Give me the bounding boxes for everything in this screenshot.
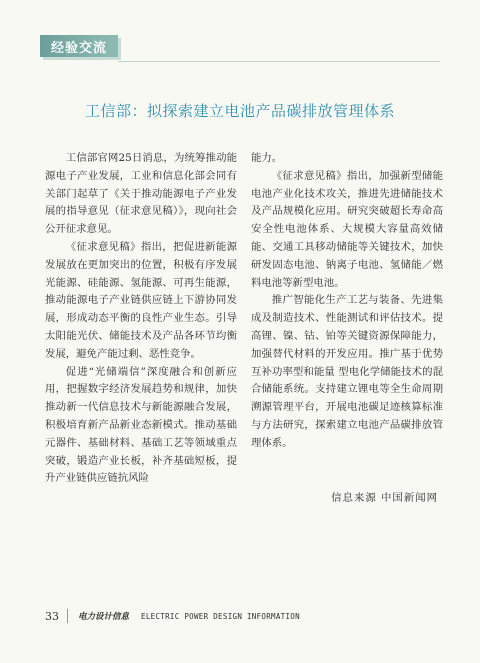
paragraph: 推广智能化生产工艺与装备、先进集成及制造技术、性能测试和评估技术。提高锂、镍、钴、铂等关键资源保障能力，加强替代材料的开发应用。推广基于优势互补功率型和能量 型电化学储能技术的混合储能系统。支持建立锂电等全生命周期溯源管理平台，开展电池碳足迹核算标准与方法研究，探索建立电池产品碳排放管理体系。 [251,294,443,449]
magazine-name-cn: 电力设计信息 [78,612,130,622]
page-footer [45,608,300,624]
page-number: 33 [45,609,59,623]
paragraph: 能力。 [251,152,283,164]
footer-divider [67,609,68,623]
paragraph: 《征求意见稿》指出，加强新型储能电池产业化技术攻关，推进先进储能技术及产品规模化应用。研究突破超长寿命高安全性电池体系、大规模大容量高效储能、交通工具移动储能等关键技术，加快研发固态电池、钠离子电池、氢储能／燃料电池等新型电池。 [251,169,443,289]
article-headline: 工信部：拟探索建立电池产品碳排放管理体系 [84,102,395,120]
paragraph: 工信部官网25日消息，为统筹推动能源电子产业发展，工业和信息化部会同有关部门起草了《关于推动能源电子产业发展的指导意见（征求意见稿）》，现向社会公开征求意见。 [45,152,237,236]
article-column-right [251,150,443,453]
header-rule [118,61,440,62]
section-label: 经验交流 [50,41,107,56]
paragraph: 《征求意见稿》指出，把促进新能源发展放在更加突出的位置，积极有序发展光能源、硅能源、氢能源、可再生能源，推动能源电子产业链供应链上下游协同发展，形成动态平衡的良性产业生态。引导太阳能光伏、储能技术及产品各环节均衡发展，避免产能过剩、恶性竞争。 [45,240,237,360]
section-header [40,35,118,57]
article-column-left [45,150,237,488]
article-source: 信息来源 中国新闻网 [331,492,438,504]
magazine-name-en: ELECTRIC POWER DESIGN INFORMATION [141,611,300,621]
paragraph: 促进“光储端信”深度融合和创新应用，把握数字经济发展趋势和规律，加快推动新一代信息技术与新能源融合发展，积极培育新产品新业态新模式。推动基础元器件、基础材料、基础工艺等领域重点突破，锻造产业长板，补齐基础短板，提升产业链供应链抗风险 [45,365,237,485]
